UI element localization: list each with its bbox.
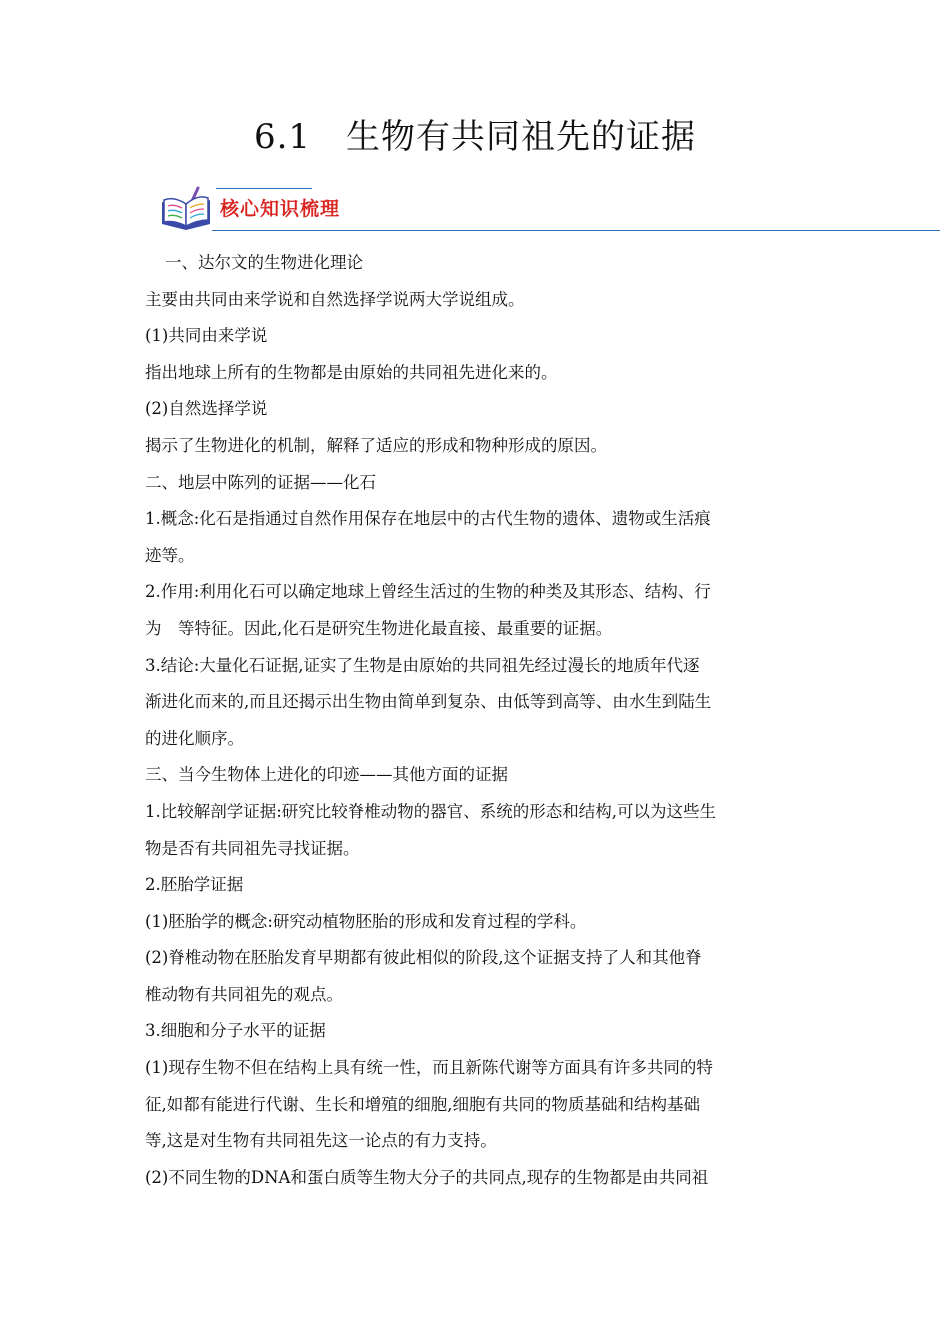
paragraph-line: 揭示了生物进化的机制，解释了适应的形成和物种形成的原因。 bbox=[145, 435, 607, 455]
section-label: 核心知识梳理 bbox=[220, 198, 341, 220]
paragraph-line: 指出地球上所有的生物都是由原始的共同祖先进化来的。 bbox=[145, 362, 558, 382]
subheading-embryology: 2.胚胎学证据 bbox=[145, 875, 244, 895]
paragraph-line: 渐进化而来的,而且还揭示出生物由简单到复杂、由低等到高等、由水生到陆生 bbox=[145, 692, 712, 712]
body-text bbox=[145, 245, 815, 1196]
subheading-common-descent: (1)共同由来学说 bbox=[145, 326, 268, 346]
paragraph-line: (2)不同生物的DNA和蛋白质等生物大分子的共同点,现存的生物都是由共同祖 bbox=[145, 1167, 709, 1187]
heading-other-evidence: 三、当今生物体上进化的印迹——其他方面的证据 bbox=[145, 765, 508, 785]
paragraph-line: 物是否有共同祖先寻找证据。 bbox=[145, 838, 360, 858]
paragraph-line: 为 等特征。因此,化石是研究生物进化最直接、最重要的证据。 bbox=[145, 618, 613, 638]
paragraph-line: 3.结论:大量化石证据,证实了生物是由原始的共同祖先经过漫长的地质年代逐 bbox=[145, 655, 700, 675]
paragraph-line: 椎动物有共同祖先的观点。 bbox=[145, 984, 343, 1004]
page-title: 6.1 生物有共同祖先的证据 bbox=[253, 117, 697, 157]
header-top-line bbox=[216, 188, 312, 189]
paragraph-line: 1.比较解剖学证据:研究比较脊椎动物的器官、系统的形态和结构,可以为这些生 bbox=[145, 801, 717, 821]
heading-fossil-evidence: 二、地层中陈列的证据——化石 bbox=[145, 472, 376, 492]
subheading-natural-selection: (2)自然选择学说 bbox=[145, 399, 268, 419]
paragraph-line: 等,这是对生物有共同祖先这一论点的有力支持。 bbox=[145, 1131, 497, 1151]
paragraph-line: (1)现存生物不但在结构上具有统一性，而且新陈代谢等方面具有许多共同的特 bbox=[145, 1058, 713, 1078]
section-rule bbox=[212, 230, 940, 231]
paragraph-line: 主要由共同由来学说和自然选择学说两大学说组成。 bbox=[145, 289, 525, 309]
paragraph-line: 1.概念:化石是指通过自然作用保存在地层中的古代生物的遗体、遗物或生活痕 bbox=[145, 509, 711, 529]
paragraph-line: (1)胚胎学的概念:研究动植物胚胎的形成和发育过程的学科。 bbox=[145, 911, 587, 931]
heading-darwin-theory: 一、达尔文的生物进化理论 bbox=[165, 253, 363, 272]
section-header bbox=[158, 184, 940, 234]
paragraph-line: 迹等。 bbox=[145, 545, 195, 565]
subheading-molecular: 3.细胞和分子水平的证据 bbox=[145, 1021, 326, 1041]
paragraph-line: (2)脊椎动物在胚胎发育早期都有彼此相似的阶段,这个证据支持了人和其他脊 bbox=[145, 948, 702, 968]
paragraph-line: 征,如都有能进行代谢、生长和增殖的细胞,细胞有共同的物质基础和结构基础 bbox=[145, 1094, 700, 1114]
paragraph-line: 2.作用:利用化石可以确定地球上曾经生活过的生物的种类及其形态、结构、行 bbox=[145, 582, 711, 602]
open-book-icon bbox=[158, 184, 214, 232]
paragraph-line: 的进化顺序。 bbox=[145, 728, 244, 748]
